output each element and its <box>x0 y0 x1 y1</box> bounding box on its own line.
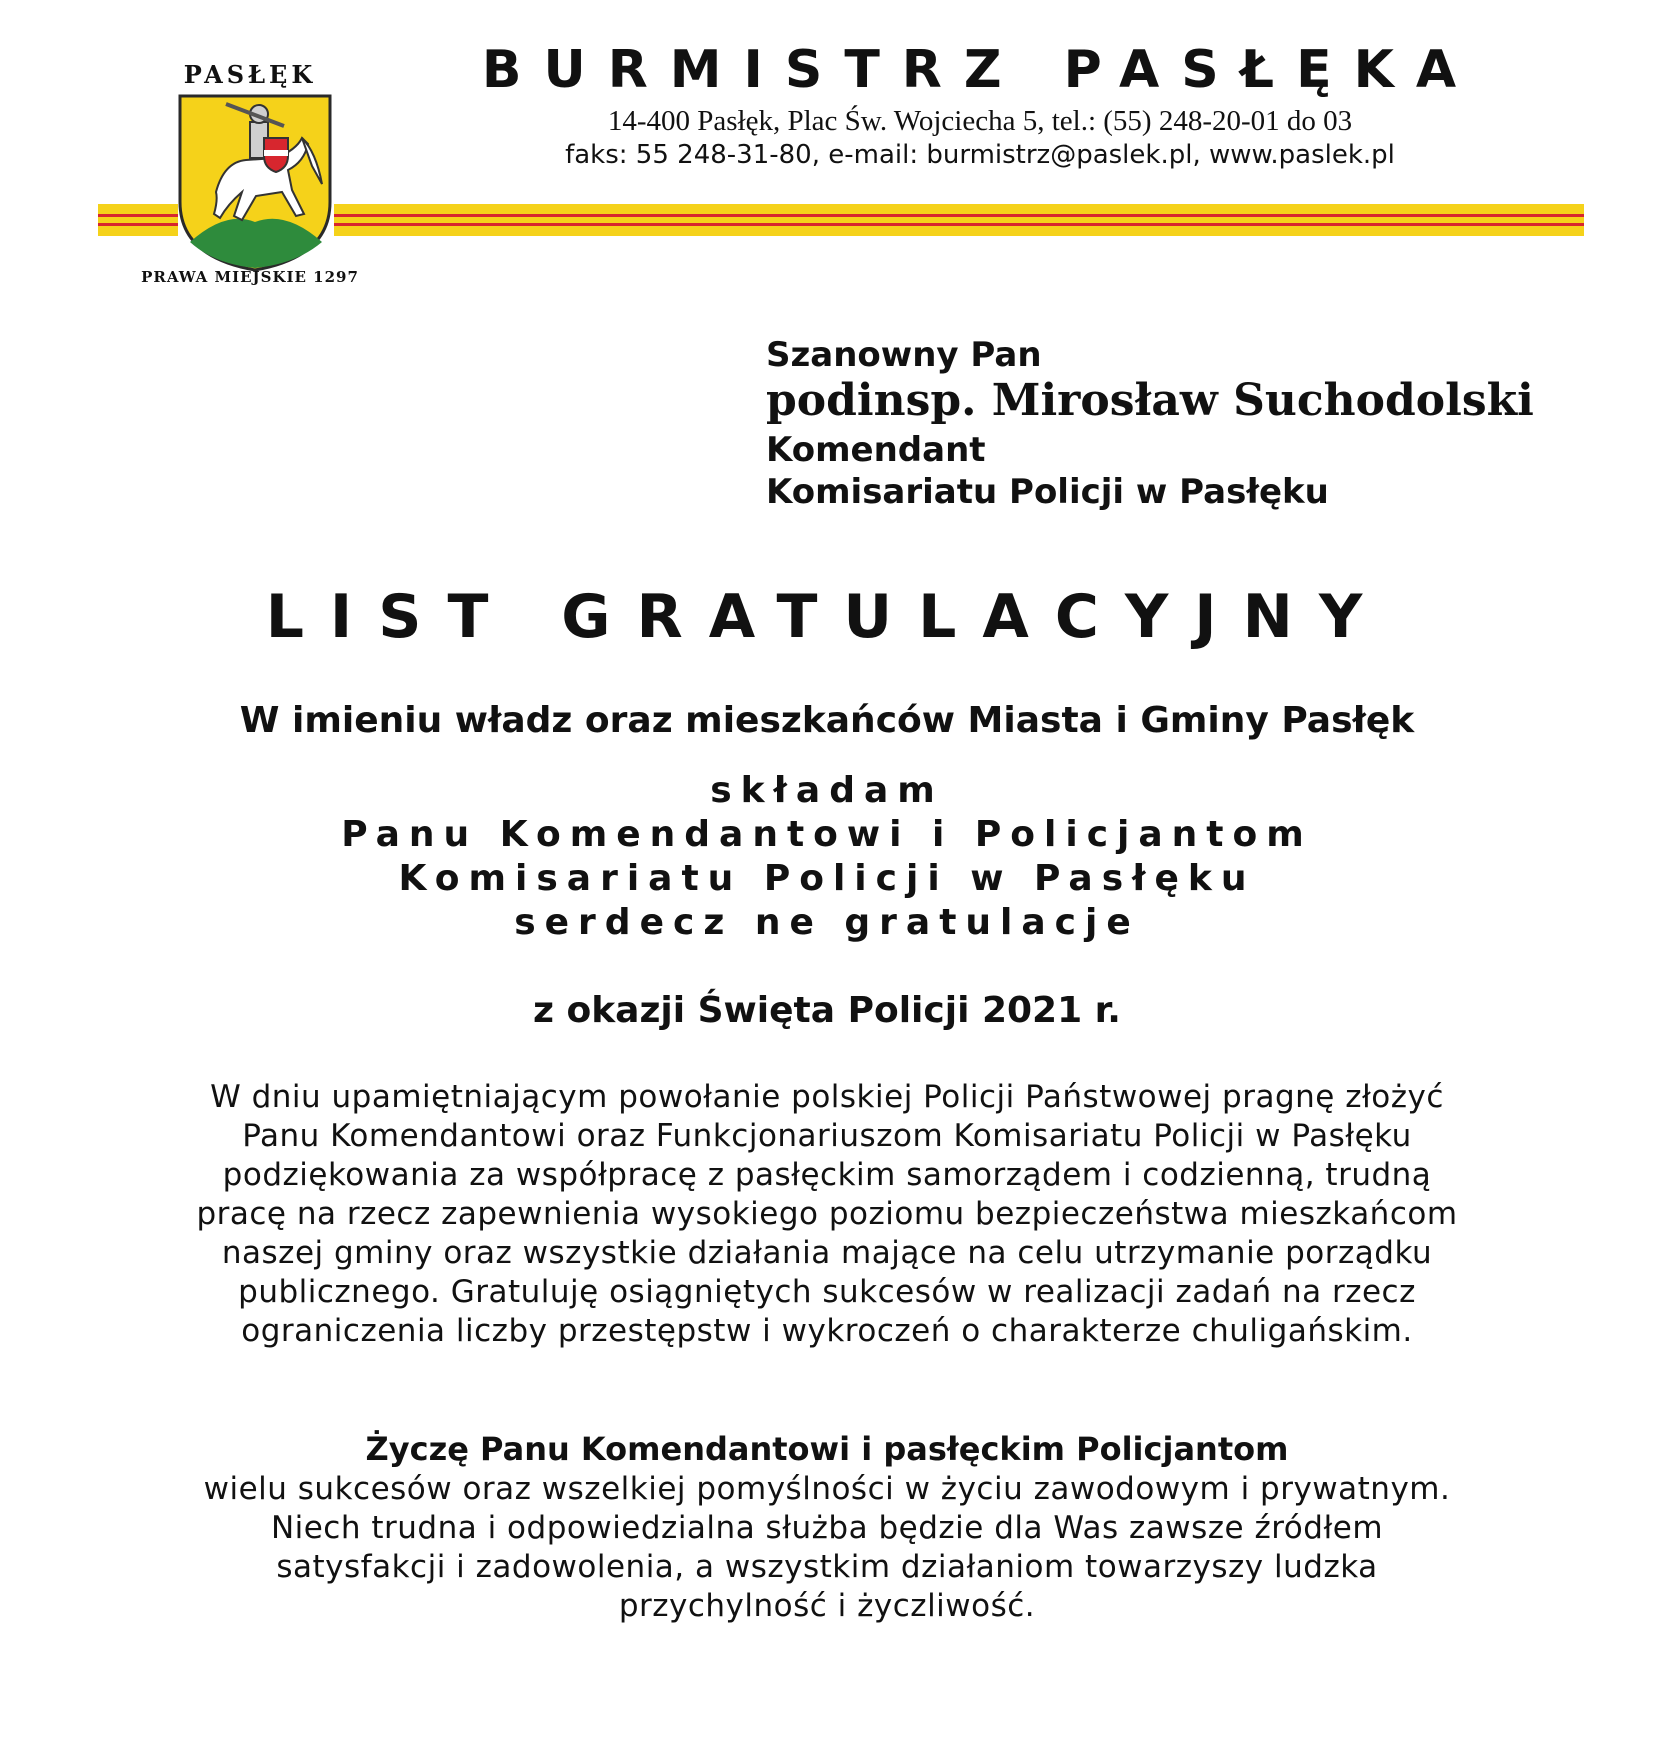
body-line: Panu Komendantowi oraz Funkcjonariuszom Komisariatu Policji w Pasłęku <box>242 1118 1412 1154</box>
letter-intro: W imieniu władz oraz mieszkańców Miasta i Gminy Pasłęk <box>239 700 1415 741</box>
letterhead-stripe-left <box>98 204 178 236</box>
letter-occasion: z okazji Święta Policji 2021 r. <box>533 990 1121 1031</box>
recipient-unit: Komisariatu Policji w Pasłęku <box>766 472 1329 512</box>
letterhead-stripe-right <box>334 204 1584 236</box>
body-line: ograniczenia liczby przestępstw i wykroczeń o charakterze chuligańskim. <box>241 1313 1413 1349</box>
wishes-heading: Życzę Panu Komendantowi i pasłęckim Policjantom <box>365 1430 1289 1468</box>
wishes-line: wielu sukcesów oraz wszelkiej pomyślności w życiu zawodowym i prywatnym. <box>203 1471 1451 1507</box>
letterhead-contact: faks: 55 248-31-80, e-mail: burmistrz@paslek.pl, www.paslek.pl <box>565 140 1395 170</box>
spaced-line: serdecz ne gratulacje <box>514 902 1140 943</box>
body-line: podziękowania za współpracę z pasłęckim samorządem i codzienną, trudną <box>222 1157 1432 1193</box>
letterhead-address: 14-400 Pasłęk, Plac Św. Wojciecha 5, tel.: (55) 248-20-01 do 03 <box>607 105 1353 137</box>
coat-of-arms-icon <box>176 92 334 272</box>
crest-town-label: PASŁĘK <box>183 60 317 89</box>
body-line: naszej gminy oraz wszystkie działania mające na celu utrzymanie porządku <box>221 1235 1433 1271</box>
spaced-line: składam <box>710 770 944 811</box>
body-line: pracę na rzecz zapewnienia wysokiego poziomu bezpieczeństwa mieszkańcom <box>196 1196 1458 1232</box>
wishes-paragraph <box>120 1470 1534 1626</box>
spaced-line: Panu Komendantowi i Policjantom <box>341 814 1313 855</box>
wishes-line: satysfakcji i zadowolenia, a wszystkim działaniom towarzyszy ludzka <box>276 1549 1378 1585</box>
recipient-salutation: Szanowny Pan <box>766 335 1042 375</box>
recipient-name: podinsp. Mirosław Suchodolski <box>766 375 1534 426</box>
recipient-position: Komendant <box>766 430 986 470</box>
letterhead-title: BURMISTRZ PASŁĘKA <box>481 40 1479 100</box>
spaced-line: Komisariatu Policji w Pasłęku <box>398 858 1256 899</box>
letter-heading: LIST GRATULACYJNY <box>265 582 1389 652</box>
body-line: publicznego. Gratuluję osiągniętych sukcesów w realizacji zadań na rzecz <box>238 1274 1416 1310</box>
crest-charter-label: PRAWA MIEJSKIE 1297 <box>141 268 359 286</box>
wishes-line: Niech trudna i odpowiedzialna służba będzie dla Was zawsze źródłem <box>270 1510 1384 1546</box>
body-line: W dniu upamiętniającym powołanie polskiej Policji Państwowej pragnę złożyć <box>210 1079 1444 1115</box>
wishes-line: przychylność i życzliwość. <box>618 1588 1036 1624</box>
letter-body-paragraph <box>120 1078 1534 1351</box>
